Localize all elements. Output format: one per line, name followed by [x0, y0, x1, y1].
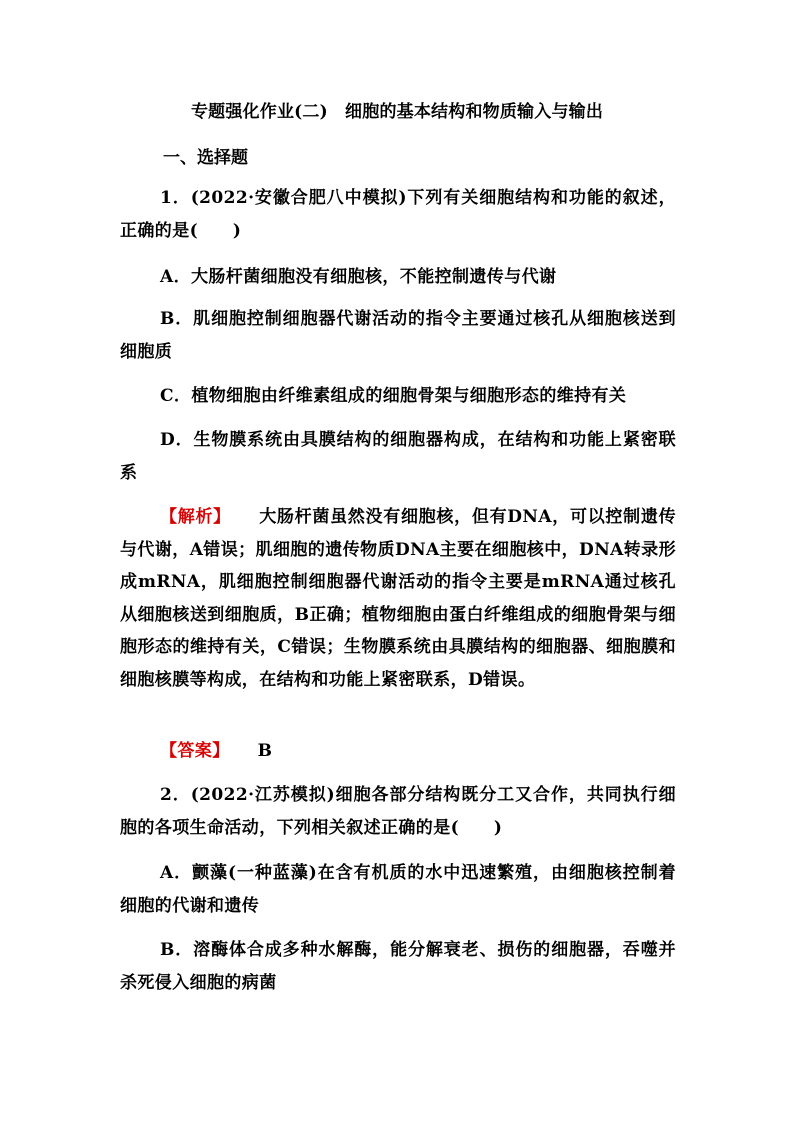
section-heading: 一、选择题 [163, 148, 248, 168]
answer-value: B [257, 741, 273, 761]
question-1-answer [120, 735, 676, 768]
question-1-option-c: C．植物细胞由纤维素组成的细胞骨架与细胞形态的维持有关 [160, 386, 627, 406]
analysis-tag: 【解析】 [160, 507, 231, 527]
question-1-stem: 1．(2022·安徽合肥八中模拟)下列有关细胞结构和功能的叙述，正确的是( ) [120, 188, 676, 241]
question-1-option-d: D．生物膜系统由具膜结构的细胞器构成，在结构和功能上紧密联系 [120, 430, 676, 483]
question-1-analysis [120, 501, 676, 696]
question-2-option-b: B．溶酶体合成多种水解酶，能分解衰老、损伤的细胞器，吞噬并杀死侵入细胞的病菌 [120, 940, 676, 993]
page-title: 专题强化作业(二) 细胞的基本结构和物质输入与输出 [190, 102, 604, 122]
analysis-text: 大肠杆菌虽然没有细胞核，但有DNA，可以控制遗传与代谢，A错误；肌细胞的遗传物质DNA主要在细胞核中，DNA转录形成mRNA，肌细胞控制细胞器代谢活动的指令主要是mRNA通过核孔从细胞核送到细胞质，B正确；植物细胞由蛋白纤维组成的细胞骨架与细胞形态的维持有关，C错误；生物膜系统由具膜结构的细胞器、细胞膜和细胞核膜等构成，在结构和功能上紧密联系，D错误。 [120, 507, 676, 690]
answer-tag: 【答案】 [160, 741, 230, 761]
question-1-option-b: B．肌细胞控制细胞器代谢活动的指令主要通过核孔从细胞核送到细胞质 [120, 309, 676, 362]
question-2-stem: 2．(2022·江苏模拟)细胞各部分结构既分工又合作，共同执行细胞的各项生命活动，下列相关叙述正确的是( ) [120, 785, 676, 838]
question-2-option-a: A．颤藻(一种蓝藻)在含有机质的水中迅速繁殖，由细胞核控制着细胞的代谢和遗传 [120, 863, 676, 916]
question-1-option-a: A．大肠杆菌细胞没有细胞核，不能控制遗传与代谢 [160, 267, 557, 287]
